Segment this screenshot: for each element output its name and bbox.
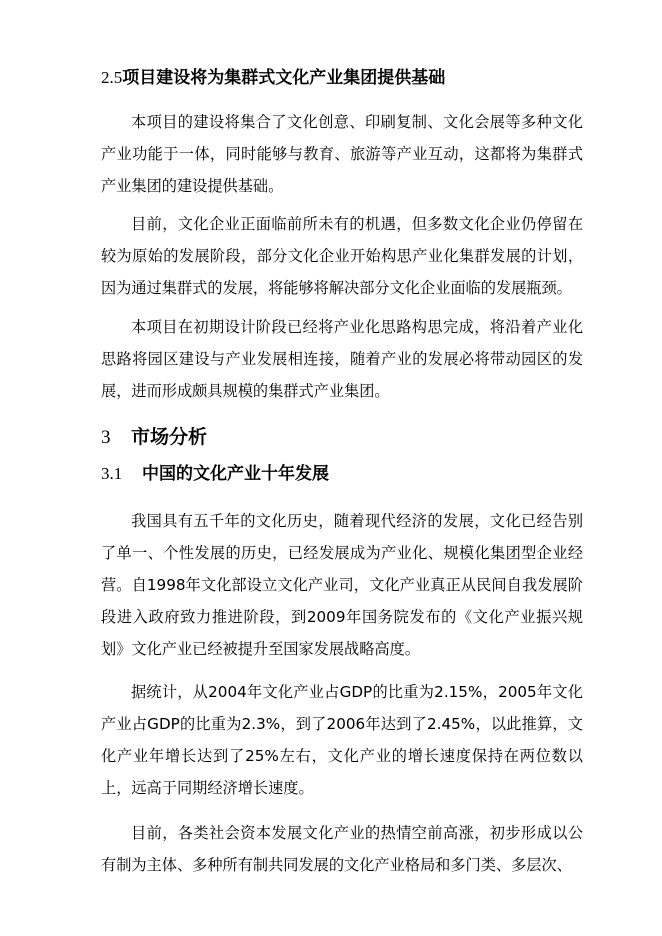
paragraph-cultural-history: 我国具有五千年的文化历史，随着现代经济的发展，文化已经告别了单一、个性发展的历史，已经发展成为产业化、规模化集团型企业经营。自1998年文化部设立文化产业司，文化产业真正从民间自我发展阶段进入政府致力推进阶段，到2009年国务院发布的《文化产业振兴规划》文化产业已经被提升至国家发展战略高度。 xyxy=(101,512,583,658)
section-2-5-number: 2.5 xyxy=(101,68,123,87)
paragraph-opportunities: 目前，文化企业正面临前所未有的机遇，但多数文化企业仍停留在较为原始的发展阶段，部分文化企业开始构思产业化集群发展的计划，因为通过集群式的发展，将能够将解决部分文化企业面临的发展瓶颈。 xyxy=(101,215,583,297)
section-3-heading xyxy=(101,422,207,449)
paragraph-social-capital: 目前，各类社会资本发展文化产业的热情空前高涨，初步形成以公有制为主体、多种所有制共同发展的文化产业格局和多门类、多层次、 xyxy=(101,824,583,874)
section-3-1-heading xyxy=(101,459,329,484)
section-3-number: 3 xyxy=(101,427,111,448)
section-3-1-title: 中国的文化产业十年发展 xyxy=(142,464,329,484)
section-2-5-heading xyxy=(101,63,445,88)
section-3-1-number: 3.1 xyxy=(101,464,123,483)
paragraph-statistics: 据统计，从2004年文化产业占GDP的比重为2.15%，2005年文化产业占GDP的比重为2.3%，到了2006年达到了2.45%，以此推算，文化产业年增长达到了25%左右，文化产业的增长速度保持在两位数以上，远高于同期经济增长速度。 xyxy=(101,683,583,797)
section-3-title: 市场分析 xyxy=(131,426,208,448)
section-2-5-title: 项目建设将为集群式文化产业集团提供基础 xyxy=(122,68,446,88)
paragraph-project-integration: 本项目的建设将集合了文化创意、印刷复制、文化会展等多种文化产业功能于一体，同时能够与教育、旅游等产业互动，这都将为集群式产业集团的建设提供基础。 xyxy=(101,113,583,195)
paragraph-initial-design: 本项目在初期设计阶段已经将产业化思路构思完成，将沿着产业化思路将园区建设与产业发展相连接，随着产业的发展必将带动园区的发展，进而形成颇具规模的集群式产业集团。 xyxy=(101,318,583,400)
